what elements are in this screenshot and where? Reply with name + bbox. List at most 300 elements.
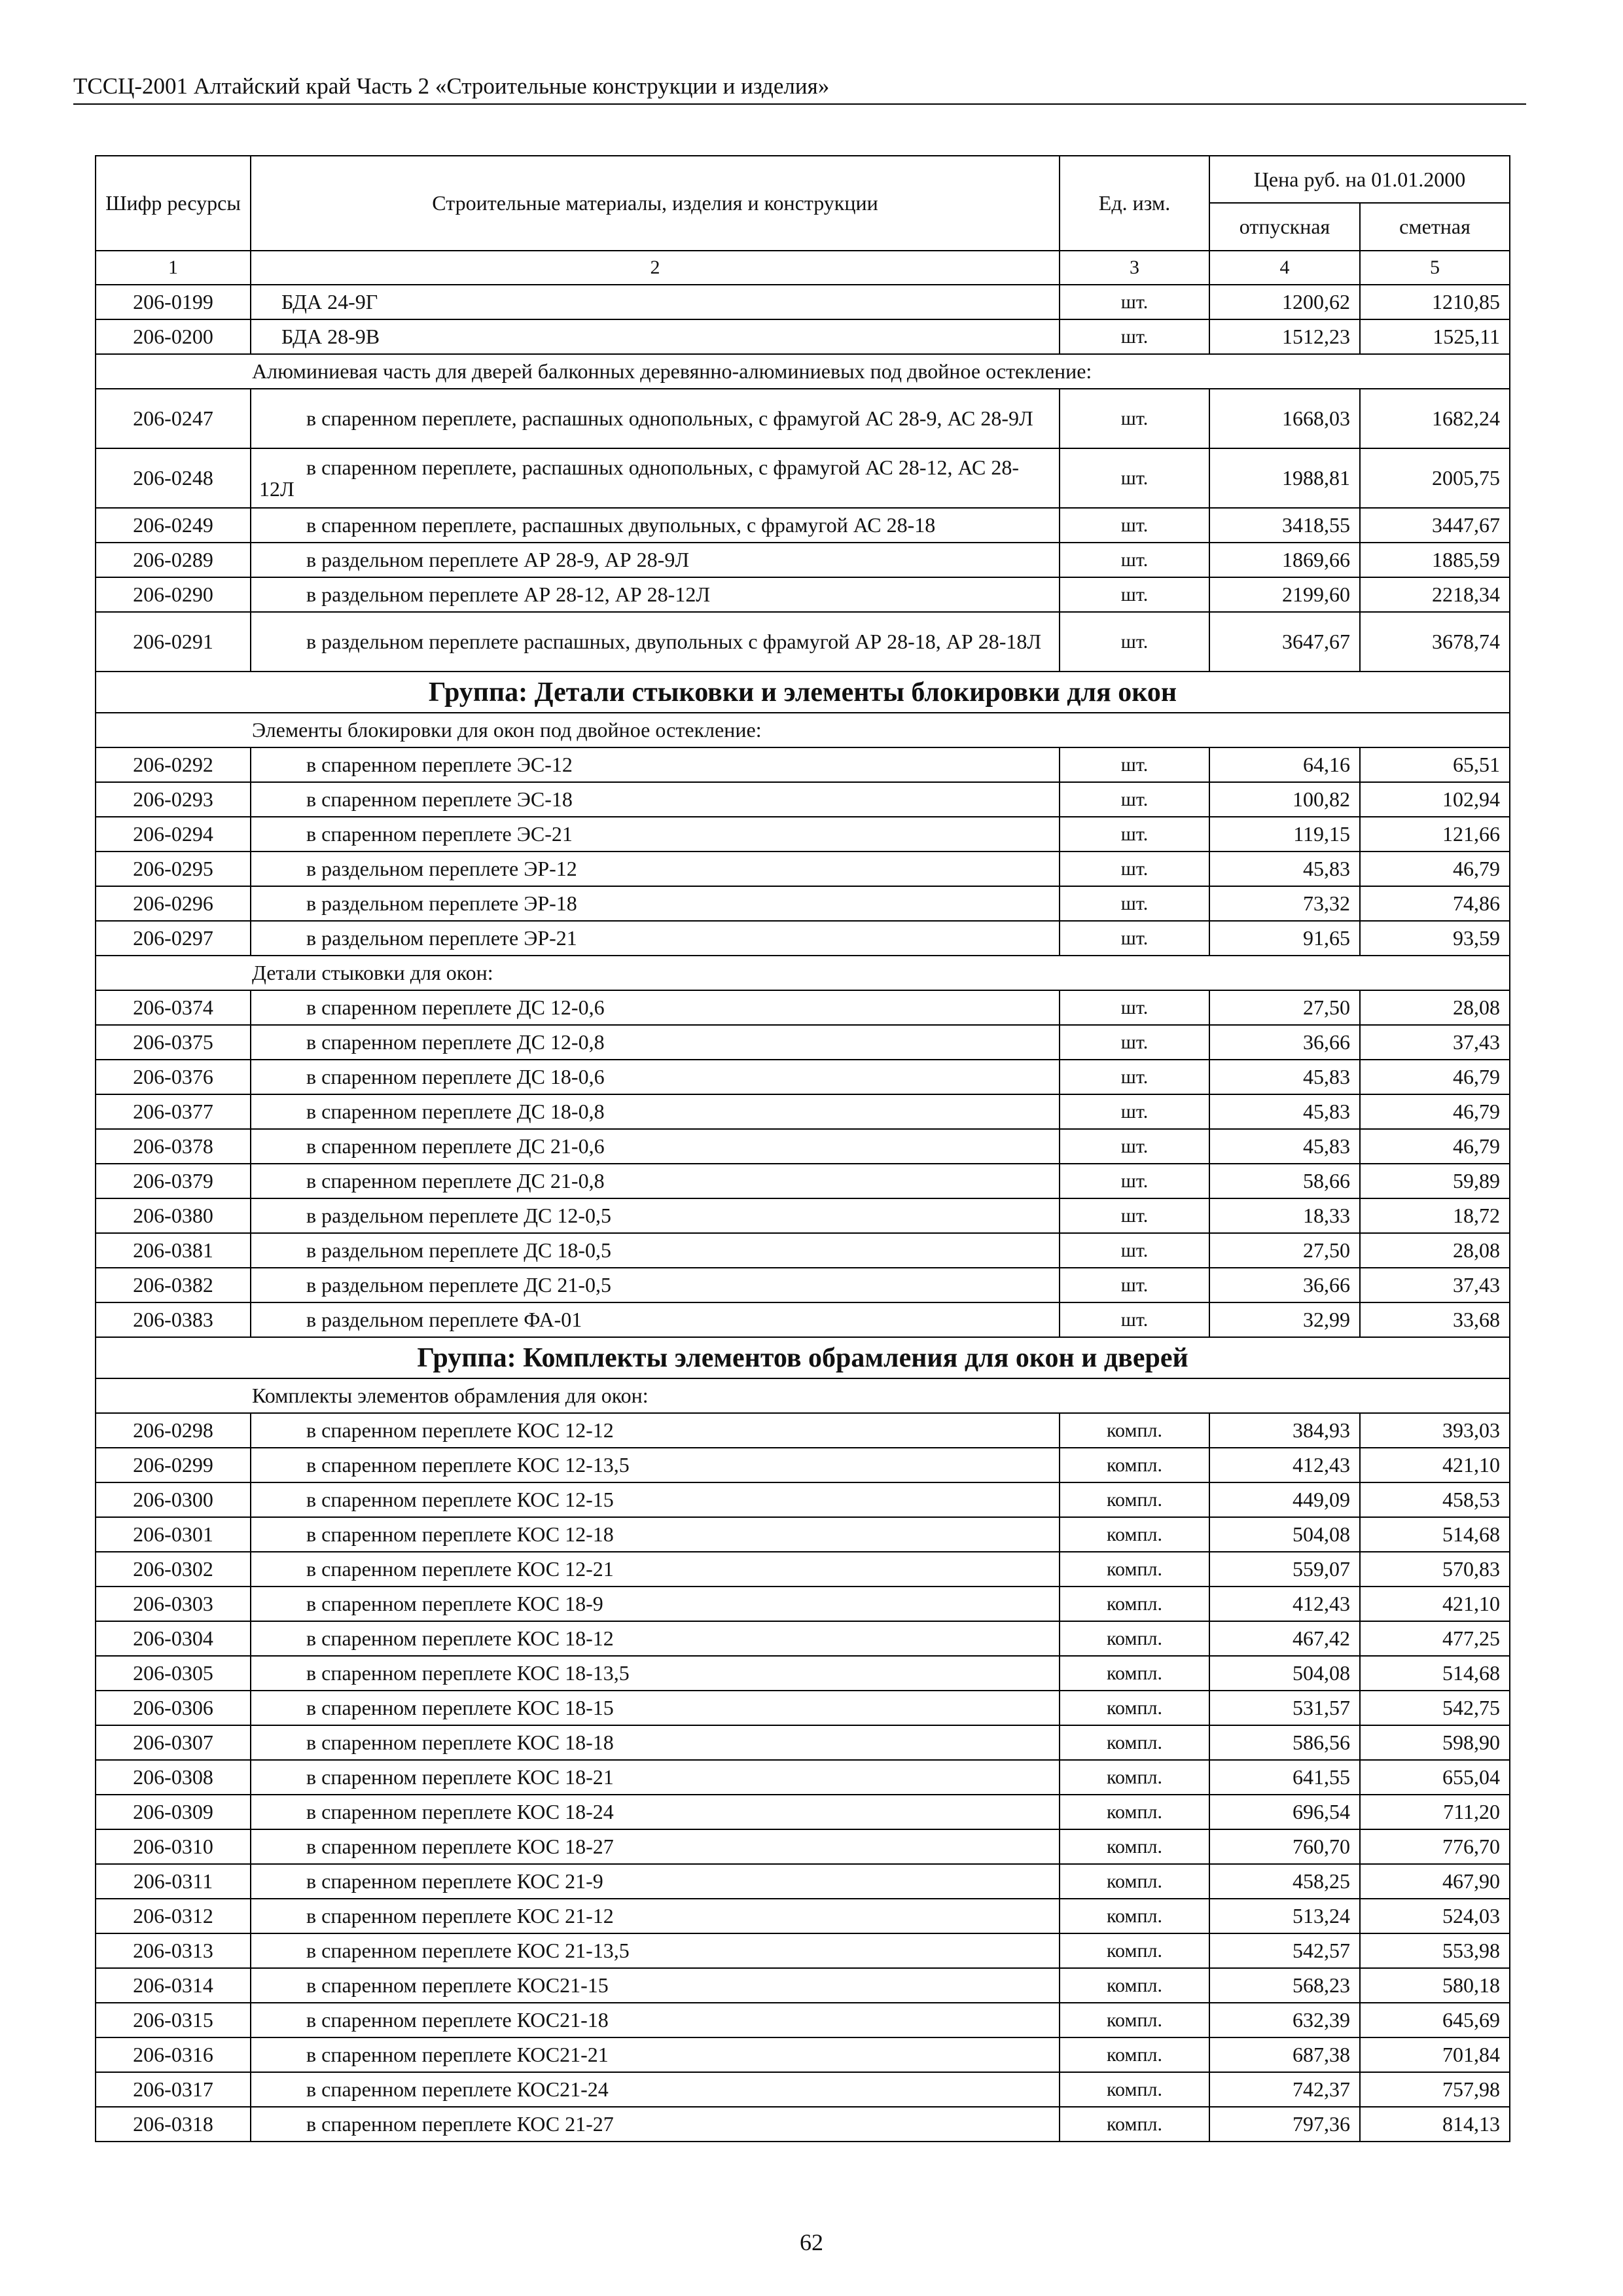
subsection-heading: Алюминиевая часть для дверей балконных деревянно-алюминиевых под двойное остекление: (96, 354, 1510, 389)
release-price: 412,43 (1209, 1587, 1360, 1621)
material-name (251, 1198, 1060, 1233)
table-row (96, 1968, 1510, 2003)
resource-code: 206-0308 (96, 1760, 251, 1795)
estimate-price: 701,84 (1360, 2037, 1510, 2072)
release-price: 32,99 (1209, 1302, 1360, 1337)
estimate-price: 1210,85 (1360, 285, 1510, 319)
unit-of-measure: шт. (1060, 747, 1209, 782)
subsection-row (96, 1378, 1510, 1413)
material-name-text: в спаренном переплете КОС 12-15 (306, 1488, 614, 1511)
release-price: 1512,23 (1209, 319, 1360, 354)
material-name-text: в спаренном переплете КОС 12-18 (306, 1522, 614, 1546)
table-row (96, 1760, 1510, 1795)
material-name (251, 1482, 1060, 1517)
material-name-text: в спаренном переплете, распашных однопольных, с фрамугой АС 28-12, АС 28-12Л (259, 455, 1019, 501)
estimate-price: 2218,34 (1360, 577, 1510, 612)
unit-of-measure: шт. (1060, 1164, 1209, 1198)
estimate-price: 776,70 (1360, 1829, 1510, 1864)
table-row (96, 612, 1510, 672)
estimate-price: 514,68 (1360, 1656, 1510, 1691)
estimate-price: 477,25 (1360, 1621, 1510, 1656)
resource-code: 206-0381 (96, 1233, 251, 1268)
material-name-text: в спаренном переплете КОС 12-12 (306, 1418, 614, 1442)
material-name-text: в спаренном переплете КОС 21-27 (306, 2112, 614, 2136)
resource-code: 206-0314 (96, 1968, 251, 2003)
material-name (251, 448, 1060, 508)
column-number-row (96, 251, 1510, 285)
release-price: 1869,66 (1209, 543, 1360, 577)
resource-code: 206-0291 (96, 612, 251, 672)
material-name (251, 1129, 1060, 1164)
estimate-price: 65,51 (1360, 747, 1510, 782)
estimate-price: 757,98 (1360, 2072, 1510, 2107)
material-name-text: в спаренном переплете КОС21-18 (306, 2008, 609, 2032)
material-name (251, 2003, 1060, 2037)
unit-of-measure: компл. (1060, 1933, 1209, 1968)
release-price: 2199,60 (1209, 577, 1360, 612)
column-number: 5 (1360, 251, 1510, 285)
table-row (96, 1725, 1510, 1760)
table-row (96, 886, 1510, 921)
group-heading: Группа: Комплекты элементов обрамления для окон и дверей (96, 1337, 1510, 1378)
resource-code: 206-0380 (96, 1198, 251, 1233)
release-price: 3647,67 (1209, 612, 1360, 672)
resource-code: 206-0382 (96, 1268, 251, 1302)
table-row (96, 1094, 1510, 1129)
release-price: 45,83 (1209, 1094, 1360, 1129)
material-name (251, 1060, 1060, 1094)
group-heading-row (96, 1337, 1510, 1378)
material-name-text: в спаренном переплете КОС21-24 (306, 2077, 609, 2101)
release-price: 1988,81 (1209, 448, 1360, 508)
header-price: Цена руб. на 01.01.2000 (1209, 156, 1510, 203)
unit-of-measure: шт. (1060, 886, 1209, 921)
price-table (95, 155, 1510, 2142)
unit-of-measure: компл. (1060, 1795, 1209, 1829)
resource-code: 206-0309 (96, 1795, 251, 1829)
table-row (96, 990, 1510, 1025)
release-price: 559,07 (1209, 1552, 1360, 1587)
estimate-price: 645,69 (1360, 2003, 1510, 2037)
material-name-text: в спаренном переплете КОС 18-12 (306, 1626, 614, 1650)
unit-of-measure: шт. (1060, 1302, 1209, 1337)
table-row (96, 1164, 1510, 1198)
resource-code: 206-0303 (96, 1587, 251, 1621)
estimate-price: 59,89 (1360, 1164, 1510, 1198)
table-row (96, 1795, 1510, 1829)
material-name-text: в раздельном переплете ЭР-21 (306, 926, 577, 950)
material-name-text: в спаренном переплете КОС 18-15 (306, 1696, 614, 1719)
estimate-price: 655,04 (1360, 1760, 1510, 1795)
table-row (96, 448, 1510, 508)
release-price: 742,37 (1209, 2072, 1360, 2107)
material-name (251, 1899, 1060, 1933)
table-row (96, 1233, 1510, 1268)
table-row (96, 921, 1510, 956)
estimate-price: 33,68 (1360, 1302, 1510, 1337)
table-row (96, 319, 1510, 354)
material-name (251, 1025, 1060, 1060)
column-number: 4 (1209, 251, 1360, 285)
material-name (251, 817, 1060, 852)
resource-code: 206-0296 (96, 886, 251, 921)
resource-code: 206-0299 (96, 1448, 251, 1482)
material-name-text: в раздельном переплете АР 28-12, АР 28-12Л (306, 583, 711, 606)
release-price: 513,24 (1209, 1899, 1360, 1933)
material-name-text: в спаренном переплете ЭС-21 (306, 822, 573, 846)
material-name-text: в спаренном переплете КОС21-15 (306, 1973, 609, 1997)
material-name-text: в спаренном переплете КОС 21-13,5 (306, 1939, 630, 1962)
material-name-text: в спаренном переплете, распашных однопольных, с фрамугой АС 28-9, АС 28-9Л (306, 406, 1033, 430)
material-name (251, 886, 1060, 921)
column-number: 1 (96, 251, 251, 285)
estimate-price: 814,13 (1360, 2107, 1510, 2142)
release-price: 1200,62 (1209, 285, 1360, 319)
unit-of-measure: компл. (1060, 1899, 1209, 1933)
material-name-text: в спаренном переплете КОС 21-9 (306, 1869, 603, 1893)
material-name (251, 2037, 1060, 2072)
table-row (96, 1448, 1510, 1482)
unit-of-measure: компл. (1060, 1448, 1209, 1482)
material-name-text: в спаренном переплете КОС 18-27 (306, 1835, 614, 1858)
price-table-container (95, 155, 1509, 2142)
release-price: 36,66 (1209, 1268, 1360, 1302)
unit-of-measure: шт. (1060, 448, 1209, 508)
subsection-heading: Детали стыковки для окон: (96, 956, 1510, 990)
page-header: ТССЦ-2001 Алтайский край Часть 2 «Строительные конструкции и изделия» (73, 73, 1526, 105)
material-name (251, 1829, 1060, 1864)
release-price: 687,38 (1209, 2037, 1360, 2072)
estimate-price: 421,10 (1360, 1448, 1510, 1482)
resource-code: 206-0374 (96, 990, 251, 1025)
material-name-text: в раздельном переплете ДС 18-0,5 (306, 1238, 612, 1262)
table-row (96, 1517, 1510, 1552)
table-row (96, 508, 1510, 543)
material-name-text: в спаренном переплете КОС 18-21 (306, 1765, 614, 1789)
material-name (251, 2072, 1060, 2107)
unit-of-measure: шт. (1060, 817, 1209, 852)
table-row (96, 1302, 1510, 1337)
release-price: 73,32 (1209, 886, 1360, 921)
estimate-price: 93,59 (1360, 921, 1510, 956)
subsection-heading: Элементы блокировки для окон под двойное остекление: (96, 713, 1510, 747)
estimate-price: 542,75 (1360, 1691, 1510, 1725)
release-price: 632,39 (1209, 2003, 1360, 2037)
material-name-text: в раздельном переплете ЭР-12 (306, 857, 577, 880)
table-body (96, 285, 1510, 2142)
release-price: 100,82 (1209, 782, 1360, 817)
unit-of-measure: шт. (1060, 782, 1209, 817)
resource-code: 206-0290 (96, 577, 251, 612)
unit-of-measure: шт. (1060, 1060, 1209, 1094)
column-number: 2 (251, 251, 1060, 285)
unit-of-measure: компл. (1060, 1656, 1209, 1691)
material-name (251, 389, 1060, 448)
table-row (96, 1899, 1510, 1933)
material-name (251, 921, 1060, 956)
unit-of-measure: компл. (1060, 2107, 1209, 2142)
unit-of-measure: компл. (1060, 1552, 1209, 1587)
estimate-price: 28,08 (1360, 990, 1510, 1025)
material-name (251, 782, 1060, 817)
table-row (96, 577, 1510, 612)
estimate-price: 598,90 (1360, 1725, 1510, 1760)
estimate-price: 524,03 (1360, 1899, 1510, 1933)
release-price: 3418,55 (1209, 508, 1360, 543)
unit-of-measure: компл. (1060, 1725, 1209, 1760)
material-name (251, 1621, 1060, 1656)
unit-of-measure: компл. (1060, 1829, 1209, 1864)
table-row (96, 1864, 1510, 1899)
release-price: 36,66 (1209, 1025, 1360, 1060)
material-name (251, 577, 1060, 612)
unit-of-measure: компл. (1060, 2037, 1209, 2072)
release-price: 568,23 (1209, 1968, 1360, 2003)
material-name-text: в спаренном переплете КОС 12-21 (306, 1557, 614, 1581)
table-row (96, 747, 1510, 782)
resource-code: 206-0313 (96, 1933, 251, 1968)
unit-of-measure: шт. (1060, 990, 1209, 1025)
material-name (251, 1587, 1060, 1621)
column-number: 3 (1060, 251, 1209, 285)
resource-code: 206-0247 (96, 389, 251, 448)
unit-of-measure: шт. (1060, 285, 1209, 319)
material-name (251, 1968, 1060, 2003)
estimate-price: 1525,11 (1360, 319, 1510, 354)
material-name (251, 285, 1060, 319)
table-row (96, 2003, 1510, 2037)
table-row (96, 1025, 1510, 1060)
header-price-estimate: сметная (1360, 203, 1510, 251)
material-name-text: в раздельном переплете распашных, двупольных с фрамугой АР 28-18, АР 28-18Л (306, 630, 1042, 653)
material-name (251, 747, 1060, 782)
material-name (251, 1864, 1060, 1899)
unit-of-measure: компл. (1060, 1760, 1209, 1795)
resource-code: 206-0302 (96, 1552, 251, 1587)
resource-code: 206-0318 (96, 2107, 251, 2142)
table-row (96, 1413, 1510, 1448)
unit-of-measure: шт. (1060, 612, 1209, 672)
material-name-text: в спаренном переплете КОС 18-9 (306, 1592, 603, 1615)
release-price: 27,50 (1209, 1233, 1360, 1268)
subsection-row (96, 354, 1510, 389)
resource-code: 206-0378 (96, 1129, 251, 1164)
estimate-price: 46,79 (1360, 1129, 1510, 1164)
resource-code: 206-0294 (96, 817, 251, 852)
material-name (251, 1448, 1060, 1482)
material-name (251, 2107, 1060, 2142)
material-name-text: в спаренном переплете ДС 21-0,8 (306, 1169, 605, 1193)
material-name-text: в спаренном переплете ЭС-18 (306, 787, 573, 811)
table-row (96, 1552, 1510, 1587)
group-heading: Группа: Детали стыковки и элементы блокировки для окон (96, 672, 1510, 713)
table-row (96, 1198, 1510, 1233)
table-row (96, 389, 1510, 448)
material-name-text: в спаренном переплете КОС 18-24 (306, 1800, 614, 1823)
estimate-price: 458,53 (1360, 1482, 1510, 1517)
unit-of-measure: шт. (1060, 1094, 1209, 1129)
material-name-text: в спаренном переплете ДС 12-0,8 (306, 1030, 605, 1054)
estimate-price: 553,98 (1360, 1933, 1510, 1968)
group-heading-row (96, 672, 1510, 713)
estimate-price: 1885,59 (1360, 543, 1510, 577)
estimate-price: 37,43 (1360, 1268, 1510, 1302)
release-price: 45,83 (1209, 1129, 1360, 1164)
resource-code: 206-0248 (96, 448, 251, 508)
estimate-price: 570,83 (1360, 1552, 1510, 1587)
table-row (96, 782, 1510, 817)
resource-code: 206-0289 (96, 543, 251, 577)
release-price: 458,25 (1209, 1864, 1360, 1899)
release-price: 18,33 (1209, 1198, 1360, 1233)
resource-code: 206-0293 (96, 782, 251, 817)
table-row (96, 2037, 1510, 2072)
estimate-price: 421,10 (1360, 1587, 1510, 1621)
unit-of-measure: шт. (1060, 1025, 1209, 1060)
material-name (251, 1552, 1060, 1587)
release-price: 467,42 (1209, 1621, 1360, 1656)
estimate-price: 2005,75 (1360, 448, 1510, 508)
resource-code: 206-0295 (96, 852, 251, 886)
material-name (251, 1691, 1060, 1725)
material-name-text: в спаренном переплете ДС 12-0,6 (306, 996, 605, 1019)
table-row (96, 852, 1510, 886)
estimate-price: 74,86 (1360, 886, 1510, 921)
unit-of-measure: шт. (1060, 1268, 1209, 1302)
resource-code: 206-0306 (96, 1691, 251, 1725)
resource-code: 206-0379 (96, 1164, 251, 1198)
release-price: 504,08 (1209, 1656, 1360, 1691)
material-name-text: в спаренном переплете КОС 18-18 (306, 1731, 614, 1754)
table-row (96, 1129, 1510, 1164)
unit-of-measure: шт. (1060, 577, 1209, 612)
resource-code: 206-0301 (96, 1517, 251, 1552)
resource-code: 206-0310 (96, 1829, 251, 1864)
resource-code: 206-0316 (96, 2037, 251, 2072)
release-price: 45,83 (1209, 852, 1360, 886)
unit-of-measure: шт. (1060, 1198, 1209, 1233)
unit-of-measure: шт. (1060, 1233, 1209, 1268)
estimate-price: 46,79 (1360, 1094, 1510, 1129)
header-name: Строительные материалы, изделия и конструкции (251, 156, 1060, 251)
resource-code: 206-0375 (96, 1025, 251, 1060)
header-price-release: отпускная (1209, 203, 1360, 251)
material-name-text: в спаренном переплете ЭС-12 (306, 753, 573, 776)
material-name (251, 990, 1060, 1025)
resource-code: 206-0307 (96, 1725, 251, 1760)
unit-of-measure: компл. (1060, 1968, 1209, 2003)
release-price: 384,93 (1209, 1413, 1360, 1448)
material-name (251, 1302, 1060, 1337)
material-name-text: БДА 28-9В (281, 325, 380, 348)
material-name (251, 852, 1060, 886)
subsection-heading: Комплекты элементов обрамления для окон: (96, 1378, 1510, 1413)
resource-code: 206-0377 (96, 1094, 251, 1129)
unit-of-measure: шт. (1060, 921, 1209, 956)
release-price: 641,55 (1209, 1760, 1360, 1795)
release-price: 1668,03 (1209, 389, 1360, 448)
unit-of-measure: компл. (1060, 1517, 1209, 1552)
table-row (96, 1060, 1510, 1094)
resource-code: 206-0315 (96, 2003, 251, 2037)
table-row (96, 1691, 1510, 1725)
material-name (251, 508, 1060, 543)
material-name (251, 1656, 1060, 1691)
unit-of-measure: компл. (1060, 1691, 1209, 1725)
unit-of-measure: компл. (1060, 1587, 1209, 1621)
material-name (251, 1233, 1060, 1268)
material-name-text: в спаренном переплете ДС 18-0,6 (306, 1065, 605, 1088)
material-name (251, 1094, 1060, 1129)
estimate-price: 3447,67 (1360, 508, 1510, 543)
material-name-text: в спаренном переплете, распашных двупольных, с фрамугой АС 28-18 (306, 513, 936, 537)
estimate-price: 46,79 (1360, 1060, 1510, 1094)
estimate-price: 393,03 (1360, 1413, 1510, 1448)
table-row (96, 1933, 1510, 1968)
resource-code: 206-0249 (96, 508, 251, 543)
resource-code: 206-0376 (96, 1060, 251, 1094)
unit-of-measure: шт. (1060, 543, 1209, 577)
table-row (96, 2072, 1510, 2107)
estimate-price: 37,43 (1360, 1025, 1510, 1060)
page-number: 62 (800, 2229, 823, 2255)
resource-code: 206-0305 (96, 1656, 251, 1691)
table-row (96, 2107, 1510, 2142)
resource-code: 206-0199 (96, 285, 251, 319)
material-name-text: в спаренном переплете ДС 21-0,6 (306, 1134, 605, 1158)
unit-of-measure: компл. (1060, 1621, 1209, 1656)
release-price: 64,16 (1209, 747, 1360, 782)
material-name (251, 319, 1060, 354)
release-price: 797,36 (1209, 2107, 1360, 2142)
estimate-price: 46,79 (1360, 852, 1510, 886)
resource-code: 206-0200 (96, 319, 251, 354)
material-name-text: в раздельном переплете ДС 21-0,5 (306, 1273, 612, 1297)
material-name-text: в спаренном переплете КОС 18-13,5 (306, 1661, 630, 1685)
material-name-text: в раздельном переплете ЭР-18 (306, 891, 577, 915)
material-name-text: в спаренном переплете КОС21-21 (306, 2043, 609, 2066)
resource-code: 206-0311 (96, 1864, 251, 1899)
unit-of-measure: компл. (1060, 1864, 1209, 1899)
material-name (251, 543, 1060, 577)
material-name-text: в спаренном переплете КОС 21-12 (306, 1904, 614, 1928)
resource-code: 206-0298 (96, 1413, 251, 1448)
release-price: 91,65 (1209, 921, 1360, 956)
resource-code: 206-0300 (96, 1482, 251, 1517)
unit-of-measure: компл. (1060, 2003, 1209, 2037)
table-row (96, 543, 1510, 577)
material-name-text: в спаренном переплете ДС 18-0,8 (306, 1100, 605, 1123)
estimate-price: 121,66 (1360, 817, 1510, 852)
release-price: 696,54 (1209, 1795, 1360, 1829)
table-row (96, 817, 1510, 852)
unit-of-measure: компл. (1060, 1482, 1209, 1517)
material-name-text: в раздельном переплете АР 28-9, АР 28-9Л (306, 548, 690, 571)
subsection-row (96, 713, 1510, 747)
release-price: 27,50 (1209, 990, 1360, 1025)
unit-of-measure: шт. (1060, 508, 1209, 543)
resource-code: 206-0292 (96, 747, 251, 782)
estimate-price: 580,18 (1360, 1968, 1510, 2003)
estimate-price: 1682,24 (1360, 389, 1510, 448)
table-row (96, 1621, 1510, 1656)
table-row (96, 1587, 1510, 1621)
table-row (96, 1482, 1510, 1517)
release-price: 542,57 (1209, 1933, 1360, 1968)
material-name (251, 1933, 1060, 1968)
release-price: 531,57 (1209, 1691, 1360, 1725)
release-price: 412,43 (1209, 1448, 1360, 1482)
